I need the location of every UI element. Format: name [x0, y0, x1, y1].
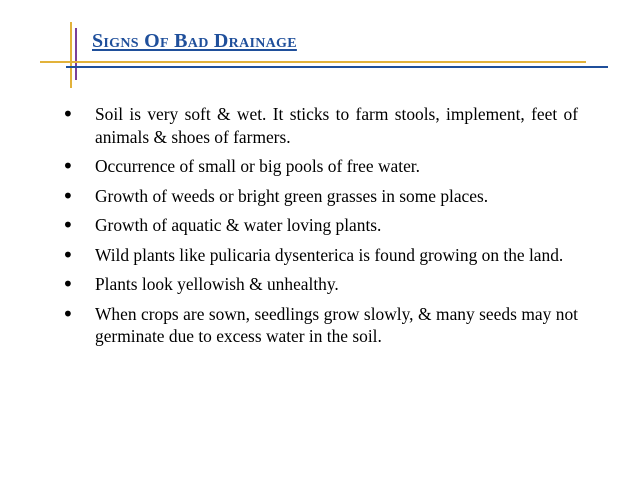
bullet-icon: • — [62, 102, 74, 126]
bullet-list — [58, 103, 578, 355]
bullet-icon: • — [62, 301, 74, 326]
bullet-text: Soil is very soft & wet. It sticks to farm stools, implement, feet of animals & shoes of farmers. — [95, 104, 578, 147]
bullet-icon: • — [62, 213, 74, 237]
title-accent-line-gold-horizontal — [40, 61, 586, 63]
bullet-text: Occurrence of small or big pools of free water. — [95, 156, 420, 176]
bullet-text: Plants look yellowish & unhealthy. — [95, 274, 339, 294]
bullet-text: Growth of aquatic & water loving plants. — [95, 215, 382, 235]
list-item — [58, 303, 578, 348]
bullet-icon: • — [62, 242, 74, 267]
list-item — [58, 185, 578, 208]
bullet-text: When crops are sown, seedlings grow slowly, & many seeds may not germinate due to excess water in the soil. — [95, 303, 578, 346]
bullet-icon: • — [62, 183, 74, 208]
title-accent-line-gold-vertical — [70, 22, 72, 88]
slide-title: Signs Of Bad Drainage — [92, 30, 297, 52]
list-item — [58, 273, 578, 296]
title-accent-line-blue-horizontal — [66, 66, 608, 68]
bullet-text: Wild plants like pulicaria dysenterica is found growing on the land. — [95, 244, 564, 265]
list-item — [58, 155, 578, 178]
list-item — [58, 244, 578, 267]
title-accent-line-purple-vertical — [75, 28, 77, 80]
bullet-icon: • — [62, 272, 74, 296]
list-item — [58, 103, 578, 148]
list-item — [58, 214, 578, 237]
bullet-text: Growth of weeds or bright green grasses in some places. — [95, 185, 489, 206]
bullet-icon: • — [62, 154, 74, 178]
